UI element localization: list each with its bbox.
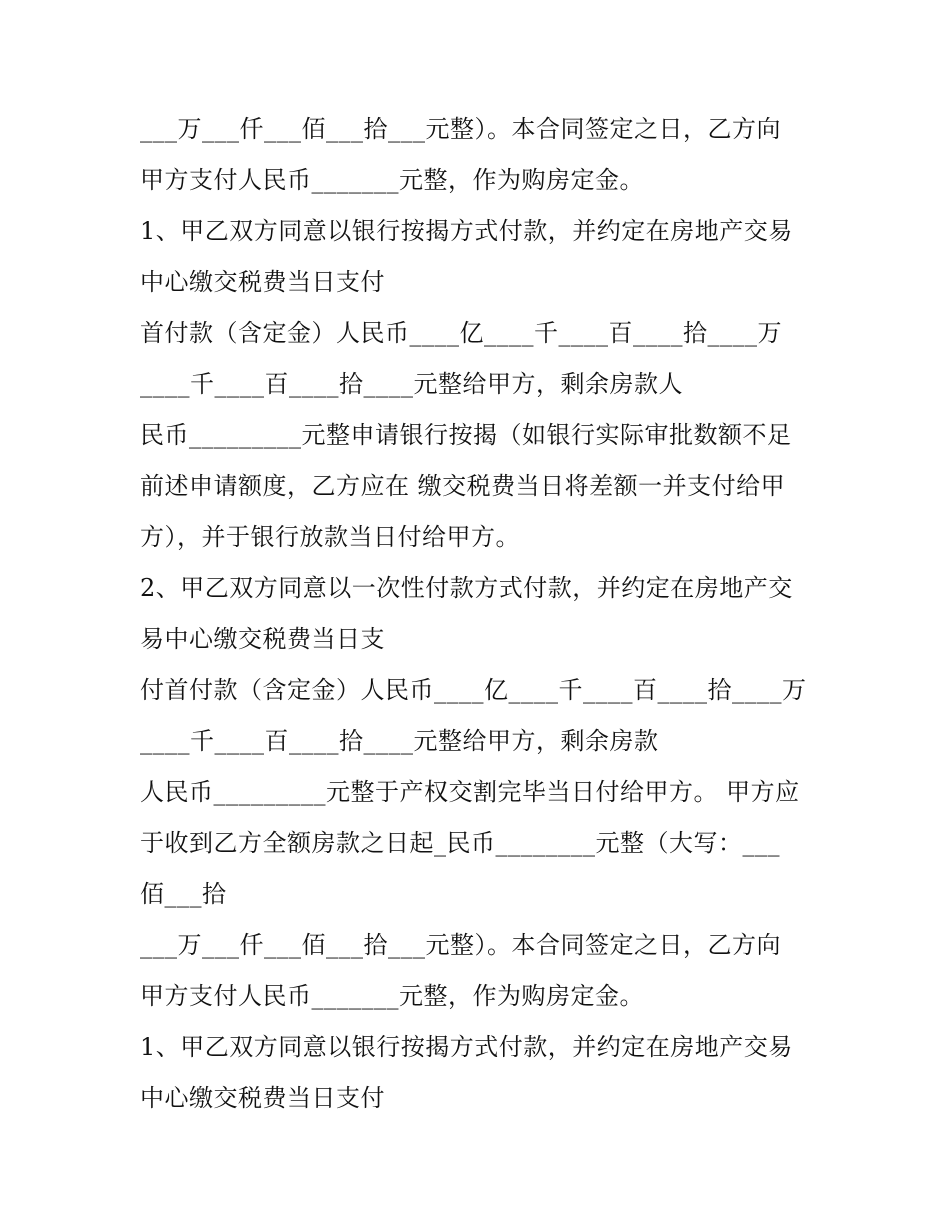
text-line-10: 2、甲乙双方同意以一次性付款方式付款，并约定在房地产交 [140,574,793,602]
text-line-6: ____千____百____拾____元整给甲方，剩余房款人 [140,370,683,398]
text-line-3: 1、甲乙双方同意以银行按揭方式付款，并约定在房地产交易 [140,217,793,245]
text-line-5: 首付款（含定金）人民币____亿____千____百____拾____万 [140,319,782,347]
text-line-15: 于收到乙方全额房款之日起_民币________元整（大写：___ [140,829,780,857]
text-line-4: 中心缴交税费当日支付 [140,268,385,296]
text-line-13: ____千____百____拾____元整给甲方，剩余房款 [140,727,659,755]
text-line-14: 人民币_________元整于产权交割完毕当日付给甲方。 甲方应 [140,778,800,806]
text-line-17: ___万___仟___佰___拾___元整）。本合同签定之日，乙方向 [140,931,781,959]
text-line-9: 方），并于银行放款当日付给甲方。 [140,523,520,551]
text-line-12: 付首付款（含定金）人民币____亿____千____百____拾____万 [140,676,807,704]
text-line-1: ___万___仟___佰___拾___元整）。本合同签定之日，乙方向 [140,115,781,143]
text-line-18: 甲方支付人民币_______元整，作为购房定金。 [140,982,644,1010]
text-line-19: 1、甲乙双方同意以银行按揭方式付款，并约定在房地产交易 [140,1033,793,1061]
document-body [140,104,820,1124]
text-line-11: 易中心缴交税费当日支 [140,625,385,653]
text-line-2: 甲方支付人民币_______元整，作为购房定金。 [140,166,644,194]
text-line-8: 前述申请额度，乙方应在 缴交税费当日将差额一并支付给甲 [140,472,786,500]
text-line-16: 佰___拾 [140,880,227,908]
text-line-20: 中心缴交税费当日支付 [140,1084,385,1112]
text-line-7: 民币_________元整申请银行按揭（如银行实际审批数额不足 [140,421,792,449]
